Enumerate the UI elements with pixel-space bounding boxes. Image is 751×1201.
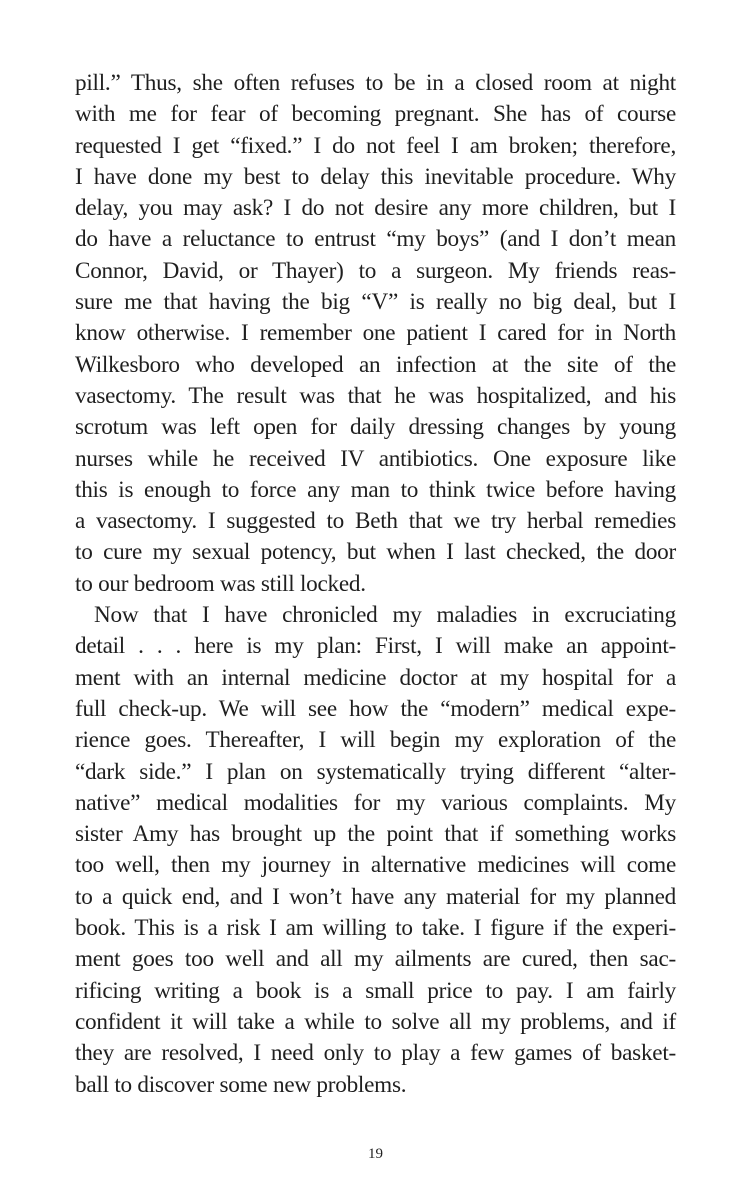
text-line: know otherwise. I remember one patient I cared for in North	[75, 320, 676, 347]
text-line: scrotum was left open for daily dressing changes by young	[75, 414, 676, 441]
text-line: delay, you may ask? I do not desire any more children, but I	[75, 195, 676, 222]
text-line: too well, then my journey in alternative medicines will come	[75, 852, 676, 879]
text-line: rificing writing a book is a small price to pay. I am fairly	[75, 977, 676, 1004]
text-line: ment with an internal medicine doctor at my hospital for a	[75, 664, 676, 691]
text-line: detail . . . here is my plan: First, I will make an appoint-	[75, 633, 676, 660]
paragraph-2	[75, 600, 676, 1101]
body-text	[75, 68, 676, 1101]
text-line: confident it will take a while to solve all my problems, and if	[75, 1008, 676, 1035]
text-line: I have done my best to delay this inevitable procedure. Why	[75, 163, 676, 190]
text-line: Now that I have chronicled my maladies in excruciating	[94, 602, 676, 629]
text-line: to a quick end, and I won’t have any material for my planned	[75, 883, 676, 910]
text-line: sure me that having the big “V” is really no big deal, but I	[75, 289, 676, 316]
text-line: they are resolved, I need only to play a few games of basket-	[75, 1040, 676, 1067]
text-line: ball to discover some new problems.	[75, 1071, 407, 1098]
text-line: to cure my sexual potency, but when I last checked, the door	[75, 539, 676, 566]
text-line: rience goes. Thereafter, I will begin my exploration of the	[75, 727, 676, 754]
text-line: requested I get “fixed.” I do not feel I am broken; therefore,	[75, 132, 676, 159]
text-line: Wilkesboro who developed an infection at the site of the	[75, 351, 676, 378]
paragraph-1	[75, 68, 676, 600]
text-line: sister Amy has brought up the point that if something works	[75, 821, 676, 848]
text-line: with me for fear of becoming pregnant. She has of course	[75, 101, 676, 128]
text-line: native” medical modalities for my various complaints. My	[75, 789, 676, 816]
text-line: nurses while he received IV antibiotics. One exposure like	[75, 445, 676, 472]
text-line: a vasectomy. I suggested to Beth that we try herbal remedies	[75, 508, 676, 535]
text-line: do have a reluctance to entrust “my boys” (and I don’t mean	[75, 226, 676, 253]
text-line: book. This is a risk I am willing to take. I figure if the experi-	[75, 915, 676, 942]
text-line: Connor, David, or Thayer) to a surgeon. My friends reas-	[75, 257, 676, 284]
text-line: pill.” Thus, she often refuses to be in a closed room at night	[75, 70, 676, 96]
text-line: this is enough to force any man to think twice before having	[75, 476, 676, 503]
text-line: ment goes too well and all my ailments are cured, then sac-	[75, 946, 676, 973]
text-line: vasectomy. The result was that he was hospitalized, and his	[75, 382, 676, 409]
text-line: “dark side.” I plan on systematically trying different “alter-	[75, 758, 676, 785]
text-line: to our bedroom was still locked.	[75, 570, 366, 597]
page-number: 19	[368, 1146, 383, 1162]
text-line: full check-up. We will see how the “modern” medical expe-	[75, 695, 676, 722]
